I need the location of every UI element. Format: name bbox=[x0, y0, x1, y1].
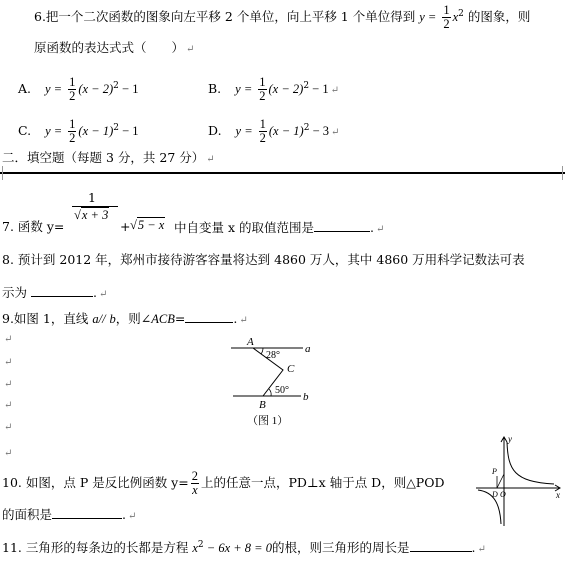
paragraph-mark-icon: ↵ bbox=[239, 315, 248, 326]
q10-frac-den: x bbox=[192, 483, 198, 497]
option-tail: − 3 bbox=[309, 124, 329, 138]
label-x: x bbox=[556, 490, 560, 500]
option-frac-num: 1 bbox=[259, 117, 266, 131]
q6-stem-frac-den: 2 bbox=[443, 17, 450, 31]
q10-fraction bbox=[191, 470, 199, 497]
q8-end: . bbox=[93, 285, 97, 300]
segment-po bbox=[497, 474, 504, 488]
q11-eq-rest: − 6x + 8 = 0 bbox=[203, 541, 272, 555]
q6-stem-fraction bbox=[442, 4, 450, 31]
option-lhs: y = bbox=[235, 124, 253, 138]
q9-end: . bbox=[233, 311, 238, 326]
margin-marker bbox=[562, 166, 563, 180]
figure-caption: （图 1） bbox=[247, 415, 289, 427]
option-frac-den: 2 bbox=[259, 131, 266, 145]
option-lhs: y = bbox=[45, 124, 63, 138]
q6-stem-frac-num: 1 bbox=[443, 3, 450, 17]
q9-eq: = bbox=[174, 311, 186, 326]
option-frac-den: 2 bbox=[69, 89, 76, 103]
q10-line2 bbox=[2, 506, 136, 525]
paragraph-mark-icon: ↵ bbox=[4, 400, 13, 411]
option-body: (x − 1) bbox=[268, 124, 304, 138]
q8-line1-text: 8. 预计到 2012 年，郑州市接待游客容量将达到 4860 万人，其中 4860 万用科学记数法可表 bbox=[2, 252, 525, 267]
angle-arc-bottom bbox=[269, 389, 271, 396]
angle-arc-top bbox=[261, 348, 263, 354]
label-angle-28: 28° bbox=[266, 350, 280, 361]
q8-line1 bbox=[2, 252, 525, 268]
option-body: (x − 1) bbox=[78, 124, 114, 138]
paragraph-mark-icon: ↵ bbox=[206, 154, 215, 165]
q11-eq-x: x bbox=[192, 541, 198, 555]
q11-tail: 的根，则三角形的周长是 bbox=[272, 540, 410, 555]
q6-stem-eq-x: x bbox=[452, 10, 459, 24]
q6-stem-text-c: 原函数的表达式式（ ） bbox=[34, 40, 185, 55]
option-exp: 2 bbox=[113, 80, 119, 91]
option-label: C. bbox=[18, 123, 32, 138]
q7-end: . bbox=[370, 220, 374, 235]
option-tail: − 1 bbox=[118, 82, 139, 96]
paragraph-mark-icon: ↵ bbox=[4, 379, 13, 390]
paragraph-mark-icon: ↵ bbox=[186, 44, 195, 55]
q6-stem-eq-exp: 2 bbox=[458, 8, 464, 19]
q6-stem-line2 bbox=[34, 40, 194, 58]
q6-option-c[interactable] bbox=[18, 118, 139, 145]
answer-blank[interactable] bbox=[410, 539, 472, 552]
option-exp: 2 bbox=[303, 122, 310, 133]
q10-lead: 10. 如图，点 P 是反比例函数 y= bbox=[2, 475, 189, 490]
q7-frac-den-radicand: x + 3 bbox=[81, 208, 109, 222]
q9-angle-name: ACB bbox=[151, 312, 175, 326]
paragraph-mark-icon: ↵ bbox=[4, 357, 13, 368]
q6-stem-line1 bbox=[34, 4, 530, 31]
paragraph-mark-icon: ↵ bbox=[331, 127, 340, 138]
q9-line-b: b bbox=[109, 312, 116, 326]
option-body: (x − 2) bbox=[268, 82, 304, 96]
label-angle-50: 50° bbox=[275, 385, 289, 396]
option-frac-num: 1 bbox=[259, 75, 266, 89]
q6-stem-text-b: 的图象，则 bbox=[467, 9, 531, 24]
paragraph-mark-icon: ↵ bbox=[4, 422, 13, 433]
label-b: b bbox=[303, 391, 309, 403]
q8-line2-text: 示为 bbox=[2, 285, 28, 300]
option-frac-num: 1 bbox=[69, 75, 76, 89]
hyperbola-branch-q1 bbox=[507, 442, 554, 484]
option-frac-den: 2 bbox=[259, 89, 266, 103]
option-fraction bbox=[68, 76, 76, 103]
q10-tail: 上的任意一点，PD⊥x 轴于点 D，则△POD bbox=[200, 475, 445, 490]
q9-parallel: // bbox=[98, 312, 106, 326]
paragraph-mark-icon: ↵ bbox=[375, 224, 385, 235]
q10-line2-text: 的面积是 bbox=[2, 507, 53, 522]
option-lhs: y = bbox=[235, 82, 253, 96]
label-a: a bbox=[305, 343, 311, 355]
q8-line2 bbox=[2, 284, 107, 303]
q7-radicand: 5 − x bbox=[137, 218, 165, 232]
q7-tail-text: 中自变量 x 的取值范围是 bbox=[174, 220, 314, 235]
label-P: P bbox=[492, 467, 497, 476]
q7-lead: 7. 函数 y= bbox=[2, 219, 65, 234]
label-O: O bbox=[500, 490, 506, 499]
q9-line-a: a bbox=[92, 312, 99, 326]
q9-text-a: 9.如图 1，直线 bbox=[2, 311, 89, 326]
page-divider bbox=[0, 172, 565, 174]
option-fraction bbox=[68, 118, 76, 145]
q6-option-a[interactable] bbox=[18, 76, 138, 103]
label-B: B bbox=[259, 399, 266, 411]
q7-tail bbox=[174, 219, 384, 238]
margin-marker bbox=[2, 166, 3, 180]
option-label: A. bbox=[18, 81, 32, 96]
option-fraction bbox=[258, 76, 266, 103]
q7-frac-den: √x + 3 bbox=[74, 208, 109, 222]
q9-text-b: ，则∠ bbox=[115, 311, 152, 326]
q11-lead: 11. 三角形的每条边的长都是方程 bbox=[2, 540, 189, 555]
q10-frac-num: 2 bbox=[191, 469, 198, 483]
paragraph-mark-icon: ↵ bbox=[98, 289, 108, 300]
q9-line bbox=[2, 310, 248, 329]
option-fraction bbox=[259, 118, 267, 145]
option-tail: − 1 bbox=[309, 82, 329, 96]
q11-line bbox=[2, 539, 486, 558]
option-lhs: y = bbox=[45, 82, 63, 96]
label-y: y bbox=[508, 434, 512, 444]
section2-title bbox=[2, 150, 215, 168]
q6-stem-text: 6.把一个二次函数的图象向左平移 2 个单位，向上平移 1 个单位得到 bbox=[34, 9, 416, 24]
figure-1-diagram bbox=[225, 334, 325, 430]
q6-option-d[interactable] bbox=[208, 118, 339, 145]
q10-line1 bbox=[2, 470, 445, 497]
q7-radical: √5 − x bbox=[130, 218, 165, 232]
option-exp: 2 bbox=[113, 122, 119, 133]
q11-eq-exp: 2 bbox=[197, 539, 204, 550]
answer-blank[interactable] bbox=[185, 310, 233, 323]
q10-end: . bbox=[122, 507, 126, 522]
answer-blank[interactable] bbox=[31, 284, 93, 297]
option-exp: 2 bbox=[303, 80, 310, 91]
paragraph-mark-icon: ↵ bbox=[330, 85, 339, 96]
q6-option-b[interactable] bbox=[208, 76, 339, 103]
q7-frac-num: 1 bbox=[88, 190, 96, 205]
answer-blank[interactable] bbox=[314, 219, 370, 232]
section2-title-text: 二．填空题（每题 3 分，共 27 分） bbox=[2, 150, 205, 165]
option-tail: − 1 bbox=[118, 124, 139, 138]
option-label: D. bbox=[208, 123, 222, 138]
q6-stem-eq-lhs: y = bbox=[419, 10, 437, 24]
label-C: C bbox=[287, 363, 295, 375]
option-label: B. bbox=[208, 81, 222, 96]
paragraph-mark-icon: ↵ bbox=[128, 511, 137, 522]
paragraph-mark-icon: ↵ bbox=[4, 448, 13, 459]
paragraph-mark-icon: ↵ bbox=[477, 544, 486, 555]
option-body: (x − 2) bbox=[78, 82, 114, 96]
option-frac-den: 2 bbox=[69, 131, 76, 145]
paragraph-mark-icon: ↵ bbox=[4, 334, 13, 345]
q11-end: . bbox=[471, 540, 476, 555]
option-frac-num: 1 bbox=[69, 117, 76, 131]
answer-blank[interactable] bbox=[52, 506, 122, 519]
q10-hyperbola-graph bbox=[474, 432, 564, 528]
label-A: A bbox=[247, 336, 254, 348]
label-D: D bbox=[492, 490, 498, 499]
q7-plus: + bbox=[120, 219, 131, 234]
